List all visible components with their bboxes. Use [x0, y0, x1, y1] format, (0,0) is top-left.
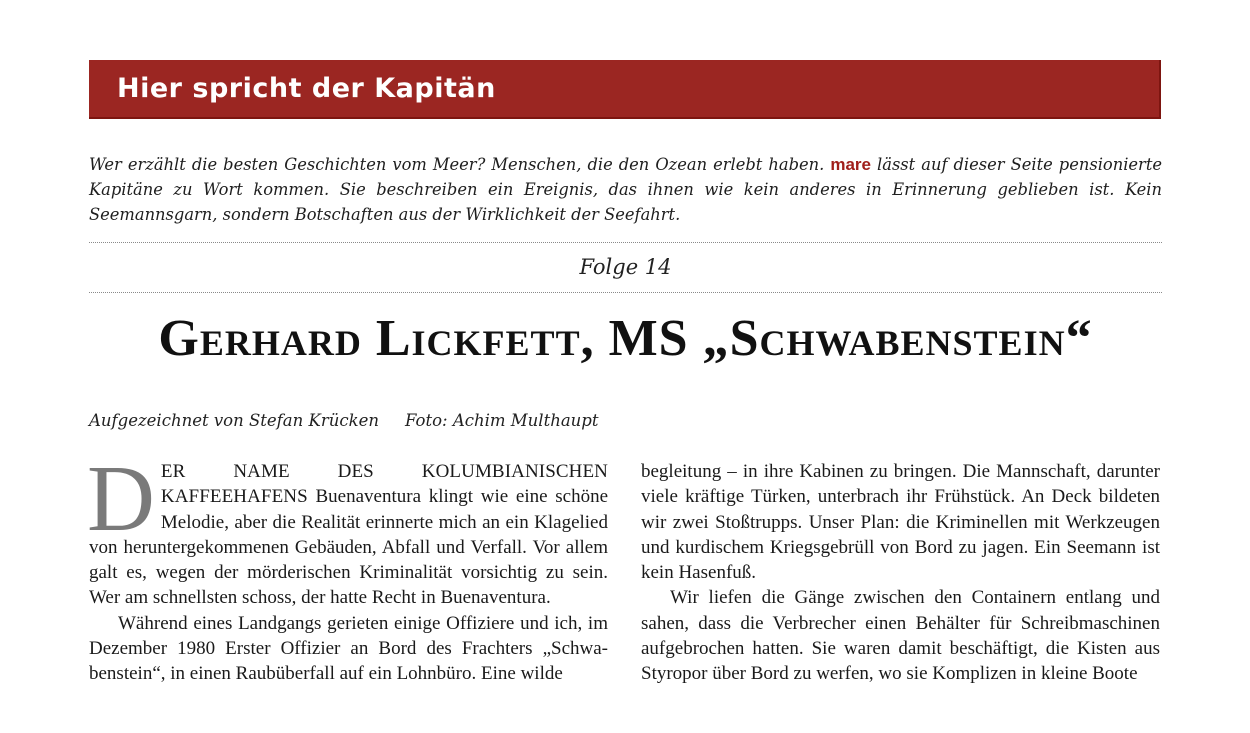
divider-top — [89, 242, 1162, 243]
intro-text-part2: lässt auf dieser Seite pensionierte Kapitäne zu Wort kommen. Sie beschreiben ein Ereignis, das ihnen wie kein anderes in Erinnerung geblieben ist. Kein Seemannsgarn, sondern Botschaften aus der Wirklichkeit der Seefahrt. — [89, 155, 1162, 224]
intro-text-part1: Wer erzählt die besten Geschichten vom Meer? Menschen, die den Ozean erlebt haben. — [89, 155, 831, 174]
article-paragraph — [87, 447, 608, 611]
lead-in-caps: ER NAME DES KOLUMBIANISCHEN KAFFEEHAFENS — [160, 461, 608, 508]
episode-label: Folge 14 — [579, 255, 672, 279]
article-column-right — [641, 459, 1160, 687]
paragraph-text: Buenaventura klingt wie eine schöne Melodie, aber die Realität erinnerte mich an ein Klagelied von heruntergekommenen Gebäuden, Abfall und Verfall. Vor allem galt es, wegen der mörderischen Kriminalität vorsichtig zu sein. Wer am schnellsten schoss, der hatte Recht in Buenaventura. — [89, 486, 608, 609]
article-credits — [89, 409, 598, 433]
article-paragraph: begleitung – in ihre Kabinen zu bringen. Die Mannschaft, darunter viele kräftige Türken, unterbrach ihr Frühstück. An Deck bildeten wir zwei Stoßtrupps. Unser Plan: die Kriminellen mit Werkzeugen und kurdischem Kriegsgebrüll von Bord zu jagen. Ein Seemann ist kein Hasenfuß. — [641, 461, 1160, 584]
article-paragraph: Wir liefen die Gänge zwischen den Containern entlang und sahen, dass die Verbrecher einen Behälter für Schreibmaschinen aufgebrochen hatten. Sie waren damit beschäftigt, die Kisten aus Styropor über Bord zu werfen, wo sie Komplizen in kleine Boote — [641, 587, 1160, 685]
section-banner — [89, 60, 1161, 119]
section-title: Hier spricht der Kapitän — [117, 73, 496, 104]
article-headline: Gerhard Lickfett, MS „Schwabenstein“ — [158, 310, 1093, 367]
author-credit: Aufgezeichnet von Stefan Krücken — [89, 411, 379, 430]
divider-bottom — [89, 292, 1162, 293]
photo-credit: Foto: Achim Multhaupt — [404, 411, 599, 430]
article-column-left — [87, 447, 608, 687]
drop-cap: D — [87, 447, 155, 551]
article-paragraph: Während eines Landgangs gerieten einige Offiziere und ich, im Dezember 1980 Erster Offizier an Bord des Frachters „Schwabenstein“, in einen Raubüberfall auf ein Lohnbüro. Eine wilde — [89, 612, 608, 685]
intro-text — [89, 152, 1162, 227]
brand-name: mare — [830, 155, 871, 174]
